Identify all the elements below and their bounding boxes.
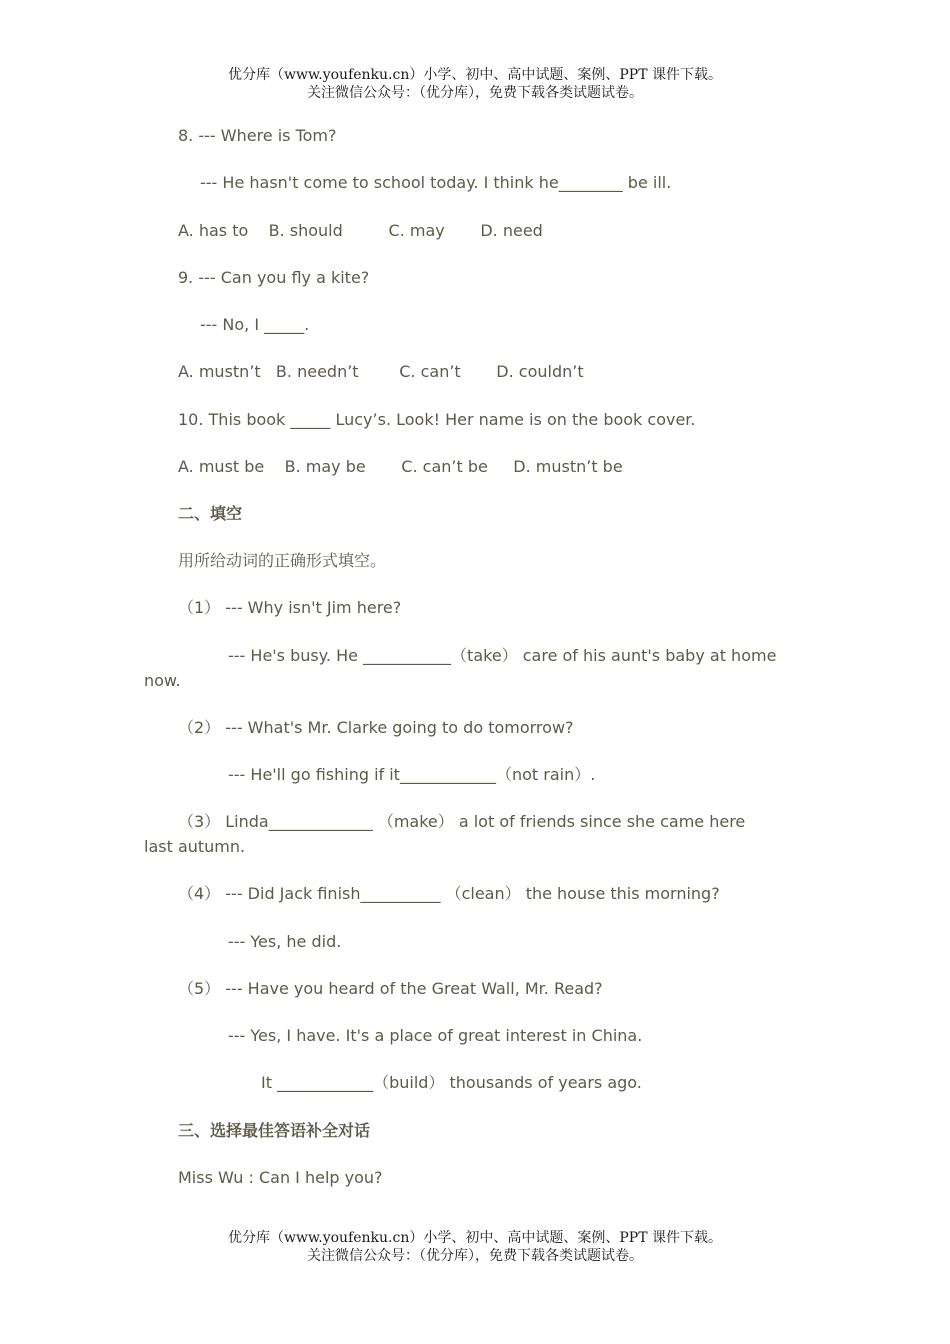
section-2-instruction: 用所给动词的正确形式填空。 xyxy=(178,551,387,570)
question-9-answer: --- No, I _____. xyxy=(200,315,310,334)
page-footer xyxy=(0,1229,950,1265)
fill-item-5: （5） --- Have you heard of the Great Wall, Mr. Read? xyxy=(178,979,603,998)
page-header xyxy=(0,66,950,102)
fill-item-1-answer: --- He's busy. He ___________（take） care of his aunt's baby at home xyxy=(228,646,777,665)
fill-item-2-answer: --- He'll go fishing if it____________（not rain）. xyxy=(228,765,596,784)
question-8-answer: --- He hasn't come to school today. I think he________ be ill. xyxy=(200,173,672,192)
question-8-options: A. has to B. should C. may D. need xyxy=(178,221,543,240)
fill-item-1: （1） --- Why isn't Jim here? xyxy=(178,598,402,617)
fill-item-3-continuation: last autumn. xyxy=(144,837,246,856)
section-2-title: 二、填空 xyxy=(178,504,243,523)
fill-item-3: （3） Linda_____________ （make） a lot of friends since she came here xyxy=(178,812,746,831)
fill-item-4-answer: --- Yes, he did. xyxy=(228,932,342,951)
question-8: 8. --- Where is Tom? xyxy=(178,126,337,145)
question-10: 10. This book _____ Lucy’s. Look! Her name is on the book cover. xyxy=(178,410,696,429)
question-9-options: A. mustn’t B. needn’t C. can’t D. couldn’t xyxy=(178,362,584,381)
fill-item-2: （2） --- What's Mr. Clarke going to do tomorrow? xyxy=(178,718,574,737)
footer-line-1: 优分库（www.youfenku.cn）小学、初中、高中试题、案例、PPT 课件下载。 xyxy=(227,1230,722,1246)
fill-item-5-answer: --- Yes, I have. It's a place of great interest in China. xyxy=(228,1026,643,1045)
question-10-options: A. must be B. may be C. can’t be D. mustn’t be xyxy=(178,457,623,476)
section-3-title: 三、选择最佳答语补全对话 xyxy=(178,1121,371,1140)
fill-item-4: （4） --- Did Jack finish__________ （clean） the house this morning? xyxy=(178,884,720,903)
fill-item-1-continuation: now. xyxy=(144,671,181,690)
fill-item-5-continuation: It ____________（build） thousands of years ago. xyxy=(261,1073,642,1092)
footer-line-2: 关注微信公众号：（优分库），免费下载各类试题试卷。 xyxy=(307,1248,643,1264)
header-line-1: 优分库（www.youfenku.cn）小学、初中、高中试题、案例、PPT 课件下载。 xyxy=(227,67,722,83)
header-line-2: 关注微信公众号：（优分库），免费下载各类试题试卷。 xyxy=(307,85,643,101)
dialogue-line-1: Miss Wu : Can I help you? xyxy=(178,1168,383,1187)
question-9: 9. --- Can you fly a kite? xyxy=(178,268,370,287)
